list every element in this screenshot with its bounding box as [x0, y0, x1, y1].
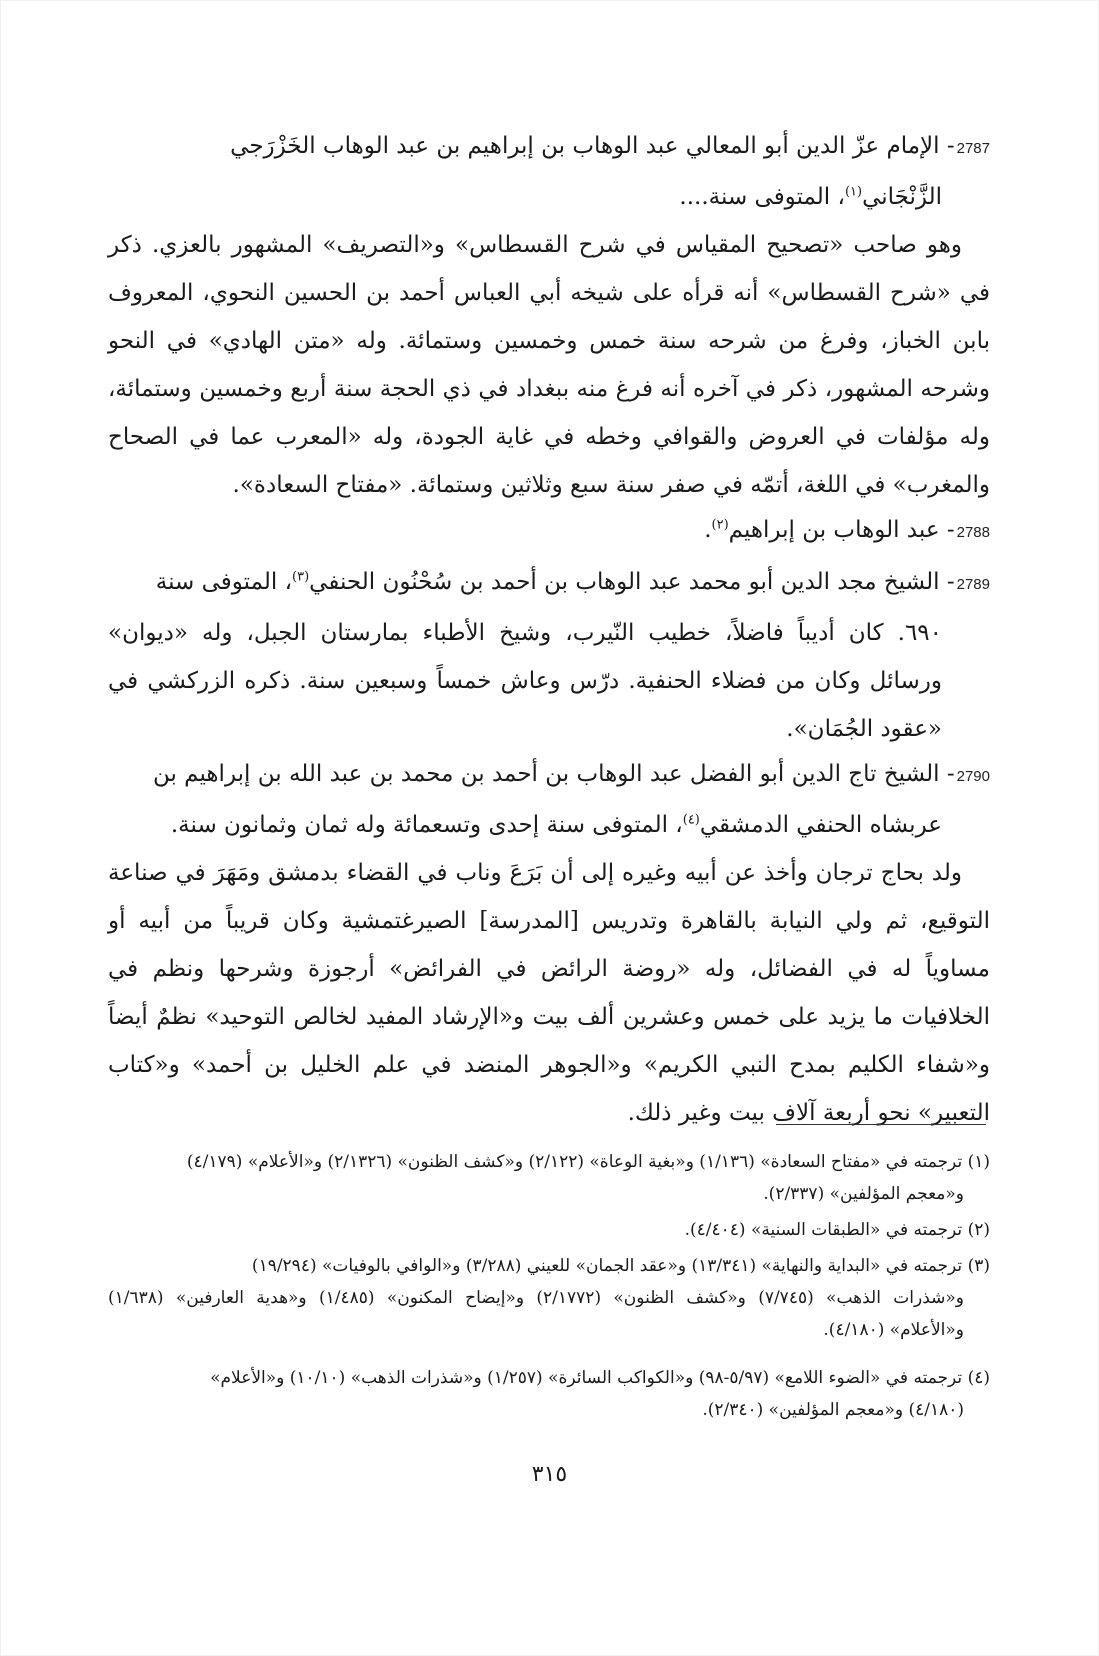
- footnote-1: [108, 1146, 990, 1210]
- entry-title: - عبد الوهاب بن إبراهيم: [728, 517, 955, 543]
- entry-number: 2789: [956, 576, 990, 593]
- entry-title: - الإمام عزّ الدين أبو المعالي عبد الوهاب بن إبراهيم بن عبد الوهاب الخَزْرَجي: [230, 133, 955, 159]
- page-number: ٣١٥: [531, 1462, 568, 1487]
- entry-heading: [108, 122, 990, 221]
- footnote-text-continued: و«شذرات الذهب» (٧/٧٤٥) و«كشف الظنون» (٢/١٧٧٢) و«إيضاح المكنون» (١/٤٨٥) و«هدية العارفين» (١/٦٣٨) و«الأعلام» (٤/١٨٠).: [108, 1288, 964, 1340]
- footnote-separator: [776, 1124, 986, 1125]
- footnote-3: [108, 1250, 990, 1346]
- footnote-number: (٣): [967, 1256, 990, 1276]
- entry-number: 2790: [956, 768, 990, 785]
- entry-title: - الشيخ تاج الدين أبو الفضل عبد الوهاب بن أحمد بن محمد بن عبد الله بن إبراهيم بن: [152, 761, 955, 787]
- footnote-ref[interactable]: (٣): [292, 569, 310, 585]
- footnote-number: (١): [967, 1152, 990, 1172]
- footnote-4: [108, 1362, 990, 1426]
- footnote-number: (٤): [967, 1368, 990, 1388]
- entry-number: 2787: [956, 140, 990, 157]
- footnote-ref[interactable]: (٢): [711, 517, 729, 533]
- footnote-text: ترجمته في «الطبقات السنية» (٤/٤٠٤).: [684, 1220, 963, 1240]
- entry-body: وهو صاحب «تصحيح المقياس في شرح القسطاس» و«التصريف» المشهور بالعزي. ذكر في «شرح القسطاس» أنه قرأه على شيخه أبي العباس أحمد بن الحسين النحوي، المعروف بابن الخباز، وفرغ من شرحه سنة خمس وخمسين وستمائة. وله «متن الهادي» في النحو وشرحه المشهور، ذكر في آخره أنه فرغ منه ببغداد في ذي الحجة سنة أربع وخمسين وستمائة، وله مؤلفات في العروض والقوافي وخطه في غاية الجودة، وله «المعرب عما في الصحاح والمغرب» في اللغة، أتمّه في صفر سنة سبع وثلاثين وستمائة. «مفتاح السعادة».: [108, 232, 990, 498]
- entry-body: ولد بحاج ترجان وأخذ عن أبيه وغيره إلى أن بَرَعَ وناب في القضاء بدمشق ومَهَرَ في صناعة التوقيع، ثم ولي النيابة بالقاهرة وتدريس [المدرسة] الصيرغتمشية وكان قريباً من أبيه أو مساوياً له في الفضائل، وله «روضة الرائض في الفرائض» أرجوزة وشرحها ونظم في الخلافيات ما يزيد على خمس وعشرين ألف بيت و«الإرشاد المفيد لخالص التوحيد» نظمٌ أيضاً و«شفاء الكليم بمدح النبي الكريم» و«الجوهر المنضد في علم الخليل بن أحمد» و«كتاب التعبير» نحو أربعة آلاف بيت وغير ذلك.: [108, 860, 990, 1126]
- footnote-ref[interactable]: (١): [844, 184, 863, 200]
- entry-heading: 2789- الشيخ مجد الدين أبو محمد عبد الوهاب بن أحمد بن سُحْنُون الحنفي$^{(٣)}$، المتوفى سنة ٦٩٠. كان أديباً فاضلاً، خطيب النّيرب، وشيخ الأطباء بمارستان الجبل، وله «ديوان» ورسائل وكان من فضلاء الحنفية. درّس وعاش خمساً وسبعين سنة. ذكره الزركشي في «عقود الجُمَان».: [108, 558, 990, 753]
- entry-title-continued: الزَّنْجَاني$^{(١)}$، المتوفى سنة....: [679, 184, 942, 210]
- entry-number: 2788: [956, 524, 990, 541]
- footnote-text: ترجمته في «مفتاح السعادة» (١/١٣٦) و«بغية الوعاة» (٢/١٢٢) و«كشف الظنون» (٢/١٣٢٦) و«الأعلام» (٤/١٧٩): [186, 1152, 963, 1172]
- footnote-text-continued: (٤/١٨٠) و«معجم المؤلفين» (٢/٣٤٠).: [702, 1400, 964, 1420]
- entry-heading: [108, 750, 990, 849]
- footnote-2: [108, 1214, 990, 1246]
- footnote-number: (٢): [967, 1220, 990, 1240]
- footnote-text: ترجمته في «البداية والنهاية» (١٣/٣٤١) و«عقد الجمان» للعيني (٣/٢٨٨) و«الوافي بالوفيات» (١٩/٢٩٤): [251, 1256, 963, 1276]
- footnote-text-continued: و«معجم المؤلفين» (٢/٣٣٧).: [763, 1184, 964, 1204]
- entry-2789: [108, 558, 990, 753]
- entry-heading: 2788- عبد الوهاب بن إبراهيم$^{(٢)}$.: [704, 517, 990, 543]
- footnote-ref[interactable]: (٤): [682, 812, 700, 828]
- entry-title-continued: عربشاه الحنفي الدمشقي$^{(٤)}$، المتوفى سنة إحدى وتسعمائة وله ثمان وثمانون سنة.: [170, 812, 942, 838]
- entry-title: - الشيخ مجد الدين أبو محمد عبد الوهاب بن أحمد بن سُحْنُون الحنفي: [309, 569, 955, 595]
- footnote-text: ترجمته في «الضوء اللامع» (٥/٩٧-٩٨) و«الكواكب السائرة» (١/٢٥٧) و«شذرات الذهب» (١٠/١٠) و«الأعلام»: [210, 1368, 963, 1388]
- entry-2787: [108, 122, 990, 509]
- entry-2790: [108, 750, 990, 1137]
- entry-2788: [108, 506, 990, 557]
- entry-body: ٦٩٠. كان أديباً فاضلاً، خطيب النّيرب، وشيخ الأطباء بمارستان الجبل، وله «ديوان» ورسائل وكان من فضلاء الحنفية. درّس وعاش خمساً وسبعين سنة. ذكره الزركشي في «عقود الجُمَان».: [108, 620, 942, 742]
